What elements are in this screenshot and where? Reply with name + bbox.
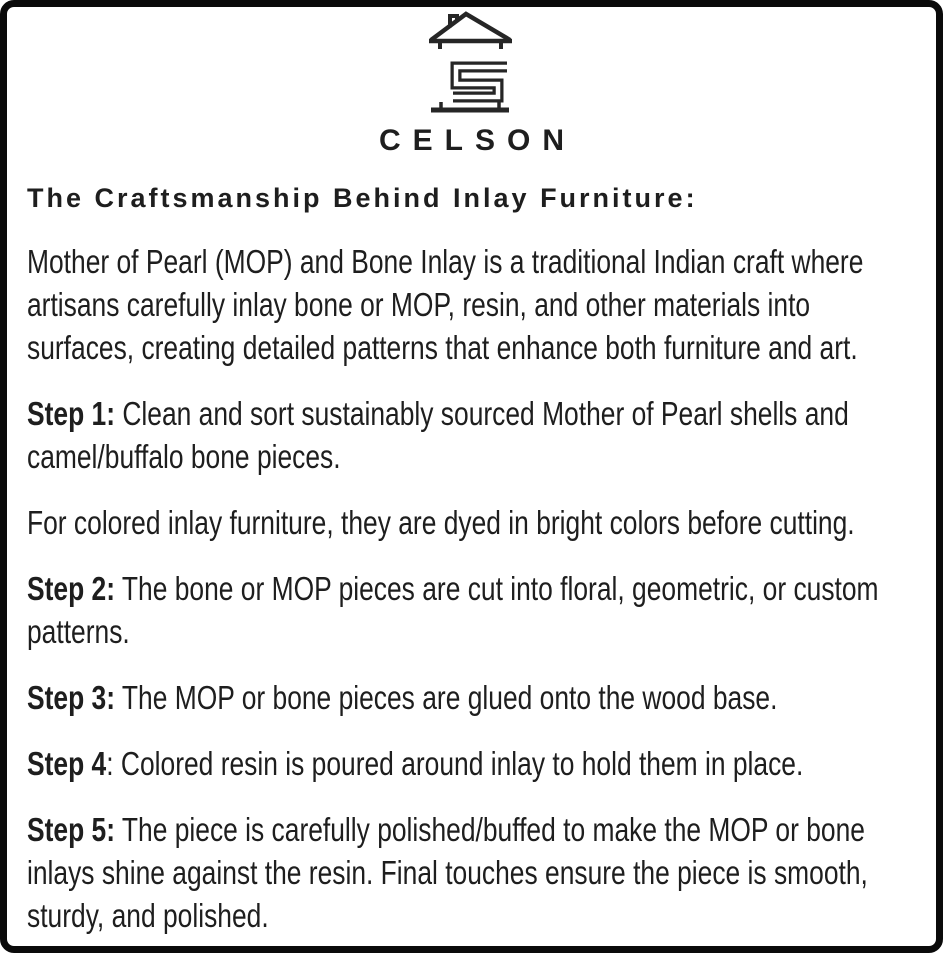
text-segment: camel/buffalo bone pieces. [27,438,341,475]
text-segment: The MOP or bone pieces are glued onto the wood base. [115,679,778,716]
text-segment: Mother of Pearl (MOP) and Bone Inlay is a traditional Indian craft where [27,243,864,280]
paragraph [27,501,936,544]
text-line [27,676,778,719]
step-label: Step 3: [27,679,116,716]
text-segment: surfaces, creating detailed patterns that enhance both furniture and art. [27,329,858,366]
text-line [27,808,865,851]
brand-name: CELSON [378,124,576,157]
text-segment: artisans carefully inlay bone or MOP, resin, and other materials into [27,286,811,323]
paragraph [27,240,936,369]
text-segment: The bone or MOP pieces are cut into floral, geometric, or custom [115,570,879,607]
text-segment: For colored inlay furniture, they are dyed in bright colors before cutting. [27,504,855,541]
paragraph [27,676,936,719]
text-segment: inlays shine against the resin. Final touches ensure the piece is smooth, [27,854,868,891]
text-line [27,610,754,653]
body-text [27,240,936,937]
brand-logo [7,10,936,114]
text-segment: patterns. [27,613,130,650]
house-with-s-monogram-icon [428,10,516,114]
paragraph [27,392,936,478]
text-line [27,742,804,785]
paragraph [27,567,936,653]
text-segment: The piece is carefully polished/buffed to make the MOP or bone [115,811,865,848]
step-label: Step 4 [27,745,107,782]
text-line [27,240,864,283]
text-line [27,326,858,369]
text-segment: Clean and sort sustainably sourced Mother of Pearl shells and [115,395,849,432]
text-line [27,392,849,435]
step-label: Step 2: [27,570,116,607]
text-segment: sturdy, and polished. [27,897,269,934]
text-line [27,567,879,610]
text-line [27,894,754,937]
page-title: The Craftsmanship Behind Inlay Furniture: [27,183,698,213]
text-line [27,283,811,326]
step-label: Step 1: [27,395,116,432]
paragraph [27,742,936,785]
paragraph [27,808,936,937]
text-line [27,501,855,544]
text-line [27,851,868,894]
text-segment: : Colored resin is poured around inlay to hold them in place. [106,745,804,782]
text-line [27,435,754,478]
step-label: Step 5: [27,811,116,848]
